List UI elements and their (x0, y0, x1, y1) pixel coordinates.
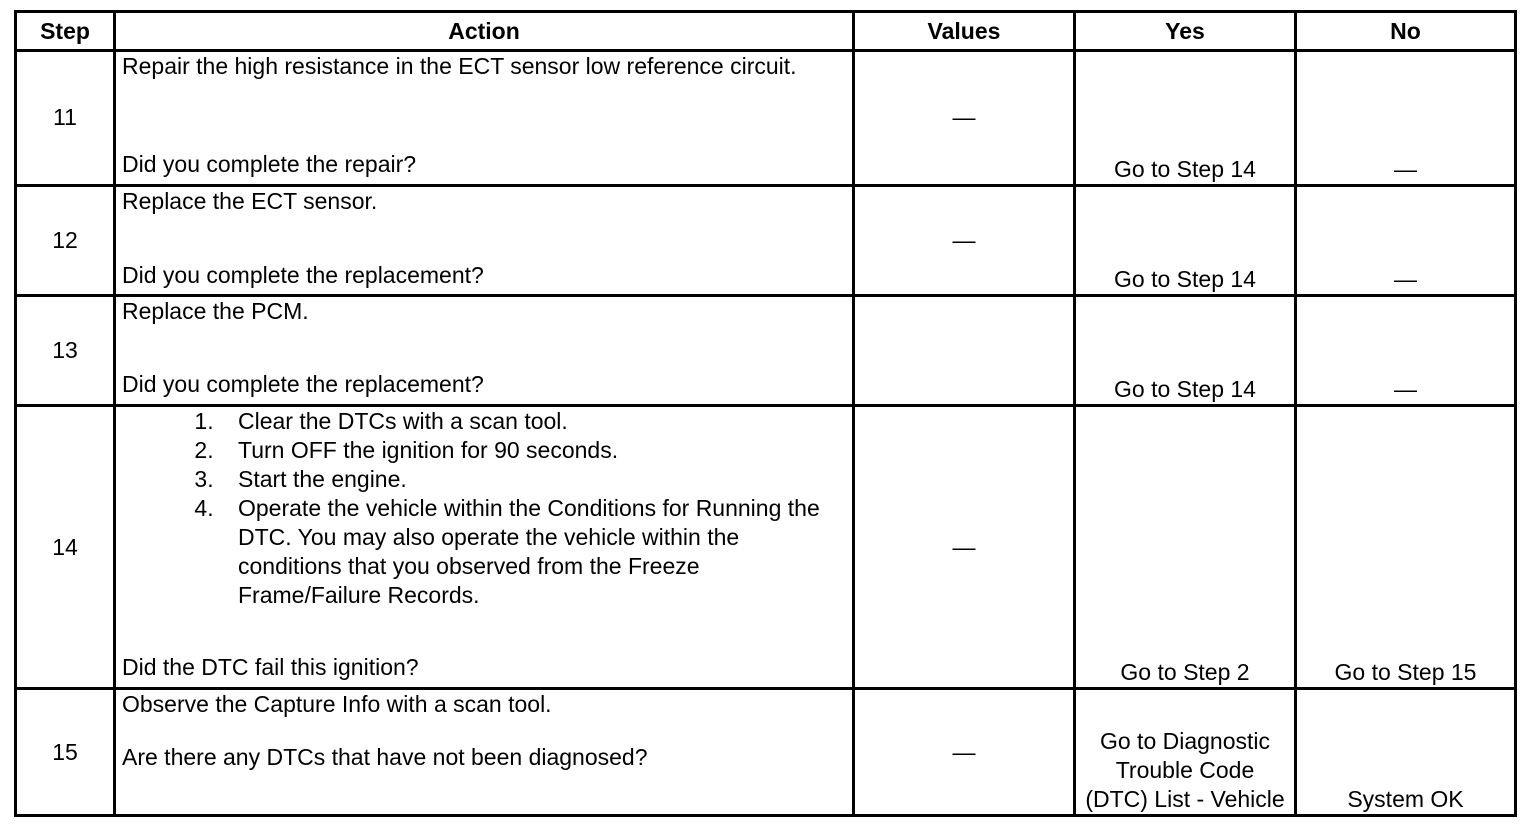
table-row (16, 405, 1516, 688)
no-link[interactable]: Go to Step 15 (1296, 405, 1516, 688)
header-yes: Yes (1075, 12, 1296, 51)
list-item: 2. Turn OFF the ignition for 90 seconds. (220, 436, 846, 465)
table-row (16, 185, 1516, 296)
step-number: 12 (16, 185, 115, 296)
action-cell (115, 405, 854, 688)
action-question: Are there any DTCs that have not been diagnosed? (122, 744, 648, 771)
no-value: — (1296, 296, 1516, 406)
step-number: 15 (16, 689, 115, 816)
action-text: Replace the ECT sensor. (122, 187, 378, 214)
table-row (16, 689, 1516, 816)
values-cell (854, 296, 1075, 406)
action-text: Observe the Capture Info with a scan tool. (122, 691, 552, 718)
action-question: Did you complete the repair? (122, 151, 417, 177)
action-text: Repair the high resistance in the ECT sensor low reference circuit. (122, 53, 797, 79)
header-row (16, 12, 1516, 51)
header-values: Values (854, 12, 1075, 51)
action-text: Replace the PCM. (122, 298, 309, 325)
list-item: 1. Clear the DTCs with a scan tool. (220, 407, 846, 436)
action-question: Did you complete the replacement? (122, 371, 484, 398)
header-no: No (1296, 12, 1516, 51)
yes-link[interactable]: Go to Step 14 (1075, 185, 1296, 296)
diagnostic-table (14, 10, 1517, 817)
yes-link[interactable]: Go to Step 2 (1075, 405, 1296, 688)
header-action: Action (115, 12, 854, 51)
header-step: Step (16, 12, 115, 51)
values-cell: — (854, 185, 1075, 296)
list-item: 3. Start the engine. (220, 465, 846, 494)
table-row (16, 296, 1516, 406)
step-number: 13 (16, 296, 115, 406)
yes-link[interactable]: Go to Step 14 (1075, 51, 1296, 186)
action-question: Did the DTC fail this ignition? (122, 653, 419, 680)
action-cell (115, 689, 854, 816)
table-row (16, 51, 1516, 186)
yes-link[interactable]: Go to Step 14 (1075, 296, 1296, 406)
action-cell (115, 51, 854, 186)
values-cell: — (854, 51, 1075, 186)
no-value: — (1296, 185, 1516, 296)
action-cell (115, 296, 854, 406)
procedure-list (122, 407, 846, 610)
action-question: Did you complete the replacement? (122, 261, 484, 288)
values-cell: — (854, 405, 1075, 688)
action-cell (115, 185, 854, 296)
yes-link[interactable]: Go to Diagnostic Trouble Code (DTC) List - Vehicle (1075, 689, 1296, 816)
step-number: 11 (16, 51, 115, 186)
list-item: 4. Operate the vehicle within the Conditions for Running the DTC. You may also operate the vehicle within the conditions that you observed from the Freeze Frame/Failure Records. (220, 494, 846, 610)
step-number: 14 (16, 405, 115, 688)
no-value: — (1296, 51, 1516, 186)
no-value: System OK (1296, 689, 1516, 816)
values-cell: — (854, 689, 1075, 816)
